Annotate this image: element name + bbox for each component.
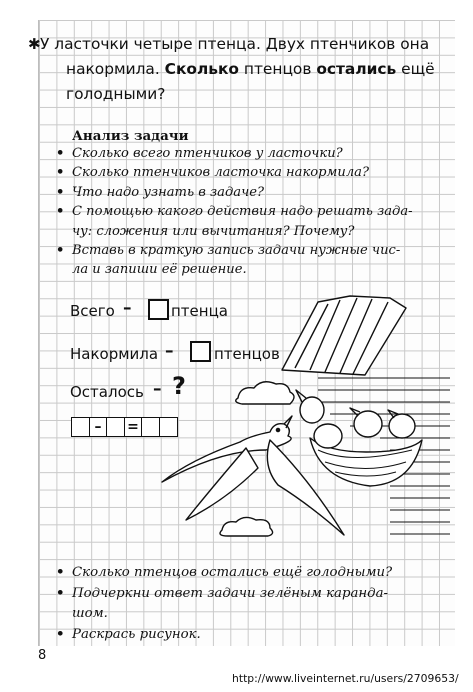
swallow-nest-illustration (150, 290, 452, 560)
star-icon: ✱ (28, 35, 41, 53)
list-item: • С помощью какого действия надо решать зада- чу: сложения или вычитания? Почему? (56, 204, 413, 239)
list-item: • Сколько птенчиков ласточка накормила? (56, 163, 456, 182)
source-url: http://www.liveinternet.ru/users/2709653/ (232, 672, 459, 685)
cloud-shape (220, 517, 273, 536)
analysis-title: Анализ задачи (72, 128, 189, 144)
bullet-icon: • (56, 184, 65, 200)
task-line-3: голодными? (66, 85, 166, 103)
task-line-1: У ласточки четыре птенца. Двух птенчиков она (40, 35, 430, 53)
task-line-2: накормила. Сколько птенцов остались ещё (66, 60, 435, 78)
bullet-icon: • (56, 626, 65, 642)
list-item: • Подчеркни ответ задачи зелёным каранда- шом. (56, 585, 389, 621)
fed-label: Накормила (70, 345, 159, 363)
cloud-shape (236, 382, 294, 404)
fed-unit: птенцов (214, 345, 280, 363)
list-item: • Сколько всего птенчиков у ласточки? (56, 144, 456, 163)
fed-dash: – (165, 341, 174, 361)
total-unit: птенца (171, 302, 228, 320)
bullet-icon: • (56, 565, 65, 580)
final-questions (56, 563, 456, 645)
total-dash: – (123, 298, 132, 318)
page-number: 8 (38, 648, 47, 663)
left-dash: – (153, 379, 162, 399)
bullet-icon: • (56, 146, 65, 161)
expr-cell: = (124, 417, 143, 437)
analysis-questions (56, 144, 456, 280)
list-item: • Вставь в краткую запись задачи нужные чис- ла и запиши её решение. (56, 243, 401, 278)
total-label: Всего (70, 302, 115, 320)
expr-cell: – (89, 417, 108, 437)
expr-cell[interactable] (106, 417, 125, 437)
swallow-wing-right (186, 448, 258, 520)
list-item: • Что надо узнать в задаче? (56, 183, 456, 202)
bullet-icon: • (56, 243, 65, 259)
list-item: • Сколько птенцов остались ещё голодными? (56, 563, 456, 584)
task-text (28, 32, 452, 107)
bullet-icon: • (56, 165, 65, 181)
list-item: • Раскрась рисунок. (56, 625, 456, 646)
bullet-icon: • (56, 204, 65, 220)
left-label: Осталось (70, 383, 144, 401)
bullet-icon: • (56, 585, 65, 601)
expr-cell[interactable] (71, 417, 90, 437)
question-mark: ? (172, 372, 186, 400)
